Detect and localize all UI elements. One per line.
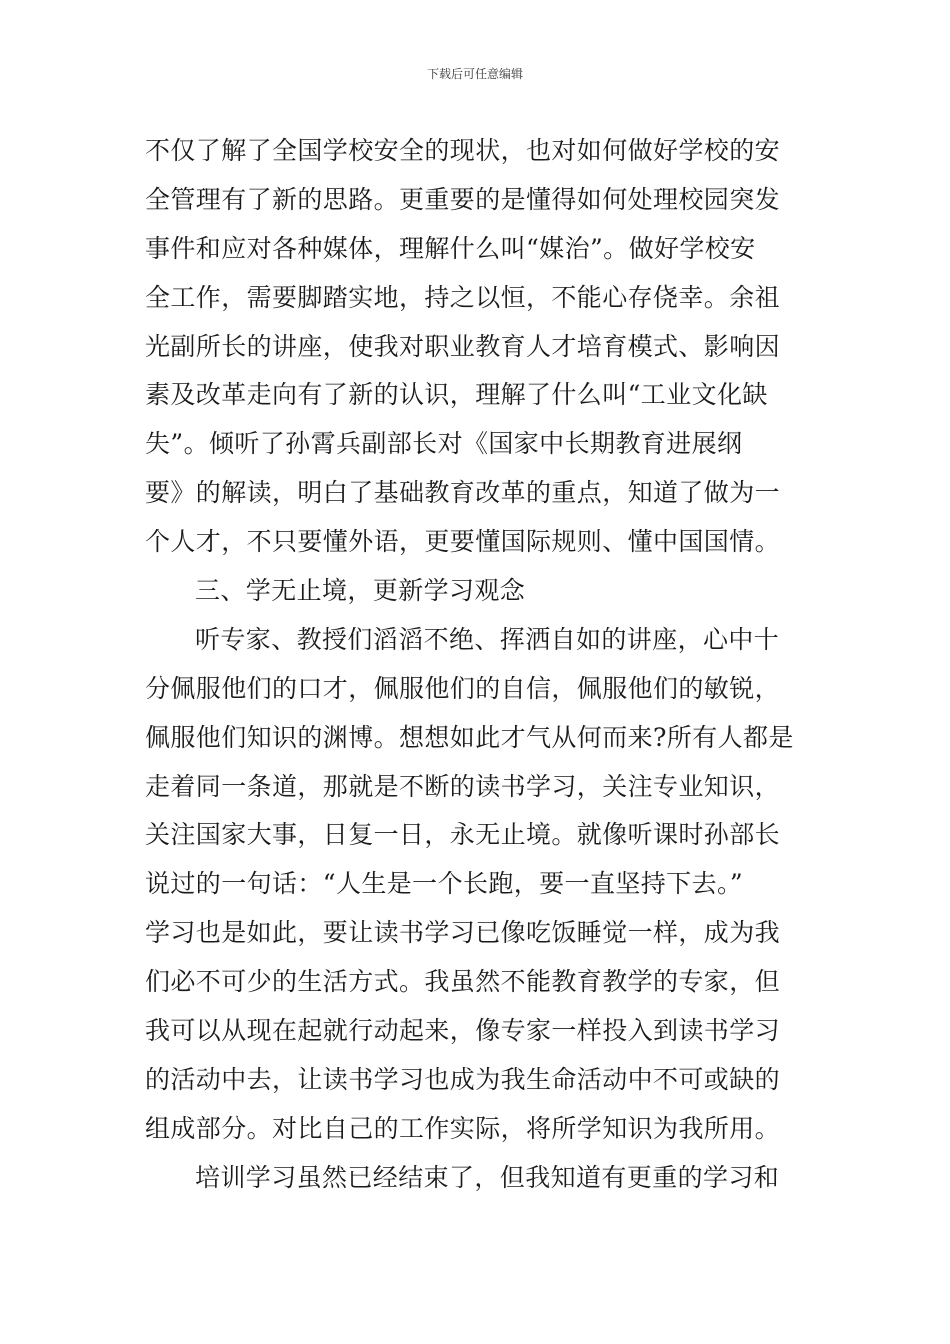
- text-line: 我可以从现在起就行动起来，像专家一样投入到读书学习: [145, 1016, 781, 1046]
- text-line: 组成部分。对比自己的工作实际，将所学知识为我所用。: [145, 1113, 781, 1143]
- text-line: 三、学无止境，更新学习观念: [195, 576, 526, 606]
- text-line: 说过的一句话：“人生是一个长跑，要一直坚持下去。”: [145, 869, 744, 899]
- text-line: 不仅了解了全国学校安全的现状，也对如何做好学校的安: [145, 136, 781, 165]
- text-line: 全工作，需要脚踏实地，持之以恒，不能心存侥幸。余祖: [145, 282, 781, 312]
- text-line: 的活动中去，让读书学习也成为我生命活动中不可或缺的: [145, 1064, 781, 1094]
- text-line: 关注国家大事，日复一日，永无止境。就像听课时孙部长: [145, 820, 781, 850]
- document-body: [145, 127, 809, 1203]
- page-header: 下载后可任意编辑: [426, 67, 523, 81]
- text-line: 听专家、教授们滔滔不绝、挥洒自如的讲座，心中十: [195, 624, 780, 654]
- text-line: 培训学习虽然已经结束了，但我知道有更重的学习和: [195, 1162, 780, 1192]
- text-line: 分佩服他们的口才，佩服他们的自信，佩服他们的敏锐，: [145, 673, 781, 703]
- text-line: 走着同一条道，那就是不断的读书学习，关注专业知识，: [145, 771, 781, 801]
- text-line: 要》的解读，明白了基础教育改革的重点，知道了做为一: [145, 478, 781, 508]
- text-line: 事件和应对各种媒体，理解什么叫“媒治”。做好学校安: [145, 233, 756, 263]
- text-line: 光副所长的讲座，使我对职业教育人才培育模式、影响因: [145, 331, 781, 361]
- text-line: 学习也是如此，要让读书学习已像吃饭睡觉一样，成为我: [145, 918, 781, 948]
- text-line: 素及改革走向有了新的认识，理解了什么叫“工业文化缺: [145, 380, 768, 410]
- text-line: 佩服他们知识的渊博。想想如此才气从何而来?所有人都是: [145, 722, 794, 752]
- text-line: 失”。倾听了孙霄兵副部长对《国家中长期教育进展纲: [145, 429, 743, 459]
- text-line: 全管理有了新的思路。更重要的是懂得如何处理校园突发: [145, 184, 781, 214]
- text-line: 个人才，不只要懂外语，更要懂国际规则、懂中国国情。: [145, 527, 781, 557]
- text-line: 们必不可少的生活方式。我虽然不能教育教学的专家，但: [145, 967, 781, 997]
